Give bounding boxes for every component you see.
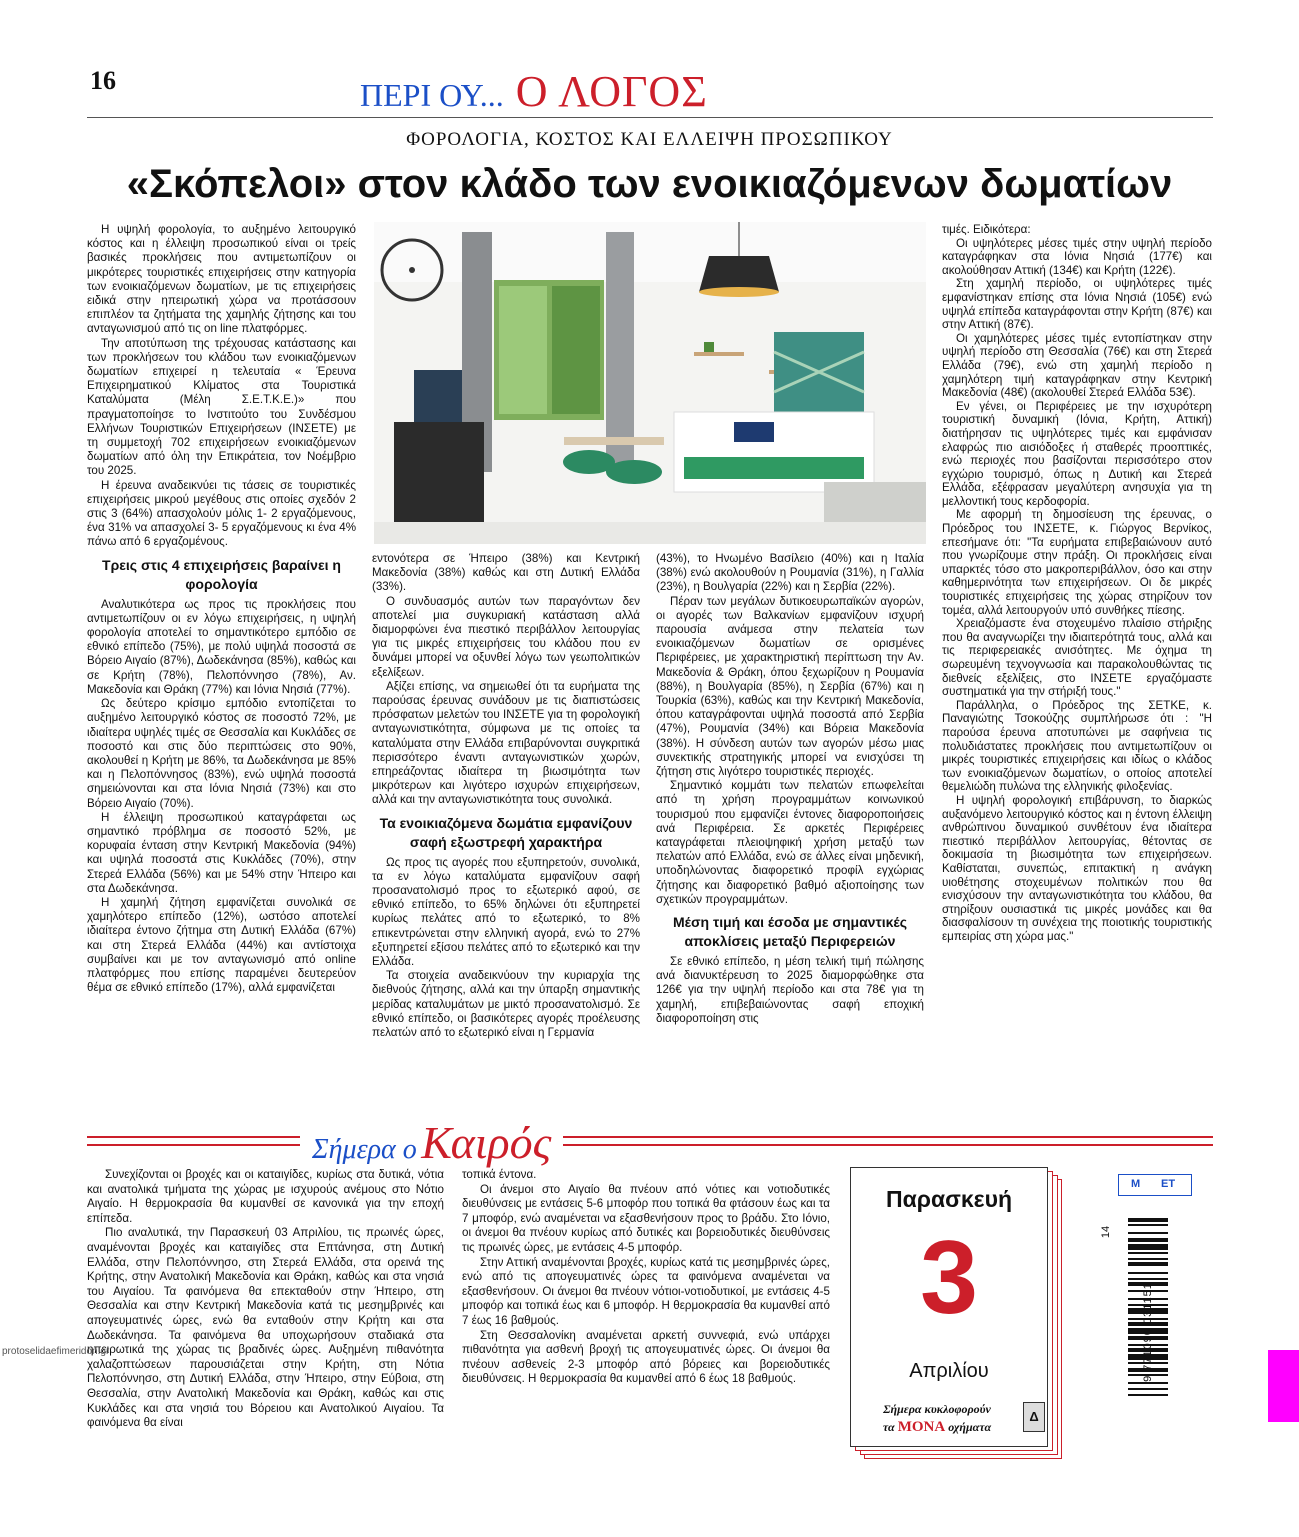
paragraph: Με αφορμή τη δημοσίευση της έρευνας, ο Πρόεδρος του ΙΝΣΕΤΕ, κ. Γιώργος Βερνίκος, επεσήμανε ότι: "Τα ευρήματα επιβεβαιώνουν αυτό που γνωρίζουμε στην πράξη. Οι προκλήσεις είναι υπαρκτές τόσο στο μακροπεριβάλλον, όσο και στην καθημερινότητα των επιχειρήσεων. Οι δε μικρές τουριστικές επιχειρήσεις της χώρας στηρίζουν τον τομέα, αλλά λειτουργούν υπό συνθήκες πίεσης.	[942, 508, 1212, 617]
weather-title-big: Καιρός	[421, 1117, 552, 1168]
paragraph: Στη χαμηλή περίοδο, οι υψηλότερες τιμές εμφανίστηκαν επίσης στα Ιόνια Νησιά (105€) ενώ υψηλά επίπεδα καταγράφονται στην Κρήτη (87€) και στην Αττική (87€).	[942, 277, 1212, 332]
weather-band	[87, 1128, 1213, 1156]
paragraph: Οι υψηλότερες μέσες τιμές στην υψηλή περίοδο καταγράφηκαν στα Ιόνια Νησιά (177€) και ακολούθησαν Αττική (134€) και Κρήτη (122€).	[942, 236, 1212, 277]
paragraph: Σημαντικό κομμάτι των πελατών επωφελείται από τη χρήση προγραμμάτων κοινωνικού τουρισμού που εμφανίζει έντονες διαφοροποιήσεις ανά Περιφέρεια. Σε αρκετές Περιφέρειες καταγράφεται πλειοψηφική χρήση μεταξύ των πελατών από Ελλάδα, ενώ σε άλλες είναι μηδενική, υποδηλώνοντας διαφορετικό προφίλ εγχώριας ζήτησης και διαφορετικό βαθμό αξιοποίησης των σχετικών προγραμμάτων.	[656, 779, 924, 906]
paragraph: Ως προς τις αγορές που εξυπηρετούν, συνολικά, τα εν λόγω καταλύματα εμφανίζουν σαφή προσανατολισμό προς το εξωτερικό αφού, σε εθνικό επίπεδο, το 65% δηλώνει ότι εξυπηρετεί κυρίως πελάτες από το εξωτερικό, το 8% επικεντρώνεται στην ελληνική αγορά, ενώ το 27% εξυπηρετεί εξίσου πελάτες από το εξωτερικό και την Ελλάδα.	[372, 855, 640, 969]
calendar-month: Απριλίου	[909, 1360, 989, 1382]
article-photo	[374, 222, 926, 544]
paragraph: Την αποτύπωση της τρέχουσας κατάστασης και των προκλήσεων του κλάδου των ενοικιαζόμενων δωματίων επιχειρεί η τελευταία « Έρευνα Επιχειρηματικού Κλίματος στα Τουριστικά Καταλύματα (Μέλη Σ.Ε.Τ.Κ.Ε.)» που πραγματοποίησε το Ινστιτούτο του Συνδέσμου Ελλήνων Τουριστικών Επιχειρήσεων (ΙΝΣΕΤΕ) με τη συμμετοχή 702 επιχειρήσεων ενοικιαζόμενων δωματίων από όλη την Επικράτεια, τον Νοέμβριο του 2025.	[87, 336, 356, 478]
paragraph: Πιο αναλυτικά, την Παρασκευή 03 Απριλίου, τις πρωινές ώρες, αναμένονται βροχές και καταιγίδες στα Επτάνησα, στη Δυτική Ελλάδα, στην Πελοπόννησο, στη Στερεά Ελλάδα, στα ορεινά της Κρήτης, στην Ανατολική Μακεδονία και Θράκη, καθώς και στα νησιά του Αιγαίου. Τα φαινόμενα θα επεκταθούν στην Ήπειρο, στη Θεσσαλία και στην Κεντρική Μακεδονία κατά τις μεσημβρινές και απογευματινές ώρες, ενώ θα ενταθούν στην Κρήτη και στα Δωδεκάνησα. Τα φαινόμενα θα υποχωρήσουν σταδιακά στα ηπειρωτικά της χώρας τις βραδινές ώρες. Αυξημένη πιθανότητα χαλαζοπτώσεων παρουσιάζεται στην Κρήτη, στη Νότια Πελοπόννησο, στη Δυτική Ελλάδα, στην Ήπειρο, στην Εύβοια, στη Θεσσαλία, στην Ανατολική Μακεδονία και Θράκη, καθώς και στις Κυκλάδες και στα νησιά του Βόρειου και Ανατολικού Αιγαίου. Τα φαινόμενα θα είναι	[87, 1226, 444, 1430]
room-photo-illustration	[374, 222, 926, 544]
paragraph: Χρειαζόμαστε ένα στοχευμένο πλαίσιο στήριξης που θα αναγνωρίζει την ιδιαιτερότητά τους, αλλά και τις περιφερειακές ανισότητες. Με όχημα τη σωρευμένη τεχνογνωσία και παρακολουθώντας τις διεθνείς εξελίξεις, στο ΙΝΣΕΤΕ εργαζόμαστε συστηματικά για την στήριξή τους."	[942, 617, 1212, 699]
calendar-box	[850, 1167, 1062, 1461]
article-column-4	[942, 223, 1212, 943]
calendar-note-pre: τα	[882, 1420, 895, 1434]
barcode-bar	[1128, 1258, 1168, 1260]
weather-column-1	[87, 1168, 444, 1431]
brand-right-text: Ο ΛΟΓΟΣ	[515, 67, 708, 116]
masthead-brand	[360, 66, 708, 117]
publisher-logo-right: ΕΤ	[1161, 1178, 1176, 1190]
calendar-page-front	[850, 1167, 1048, 1447]
calendar-note-emphasis: ΜΟΝΑ	[897, 1419, 946, 1435]
watermark: protoselidaefimeridon.gr	[2, 1346, 110, 1357]
paragraph: Στην Αττική αναμένονται βροχές, κυρίως κατά τις μεσημβρινές ώρες, ενώ από τις απογευματινές ώρες τα φαινόμενα αναμένεται να εξασθενήσουν. Οι άνεμοι θα πνέουν νότιοι-νοτιοδυτικοί, με εντάσεις 4-5 μποφόρ και τοπικά έως και 6 μποφόρ. Η θερμοκρασία θα κυμανθεί από 7 έως 16 βαθμούς.	[462, 1255, 830, 1327]
calendar-note-line1: Σήμερα κυκλοφορούν	[883, 1402, 991, 1416]
paragraph: Η υψηλή φορολογική επιβάρυνση, το διαρκώς αυξανόμενο λειτουργικό κόστος και η έντονη έλλειψη ανθρώπινου δυναμικού συνθέτουν ένα ιδιαίτερα πιεστικό περιβάλλον λειτουργίας, θέτοντας σε δοκιμασία τη βιωσιμότητα των επιχειρήσεων. Καθίσταται, συνεπώς, επιτακτική η ανάγκη υιοθέτησης στοχευμένων πολιτικών που θα ενισχύσουν την ανταγωνιστικότητα του κλάδου, θα στηρίξουν ουσιαστικά τις μικρές μονάδες και θα διασφαλίσουν τη συνέχεια της ποιοτικής τουριστικής εμπειρίας στη χώρα μας."	[942, 793, 1212, 943]
calendar-note-post: οχήματα	[948, 1420, 992, 1434]
weather-title-small: Σήμερα ο	[312, 1134, 417, 1165]
paragraph: Η χαμηλή ζήτηση εμφανίζεται συνολικά σε χαμηλότερο επίπεδο (12%), ωστόσο αποτελεί ιδιαίτερα έντονο ζήτημα στη Δυτική Ελλάδα (67%) και στη Στερεά Ελλάδα (44%) και αντίστοιχα συμβαίνει και με τον ανταγωνισμό από online πλατφόρμες που επίσης παραμένει δευτερεύον θέμα σε εθνικό επίπεδο (17%), αλλά εμφανίζεται	[87, 895, 356, 995]
paragraph: Στη Θεσσαλονίκη αναμένεται αρκετή συννεφιά, ενώ υπάρχει πιθανότητα για ασθενή βροχή τις απογευματινές ώρες. Οι άνεμοι θα πνέουν ασθενείς 2-3 μποφόρ από βόρειες και βορειοδυτικές διευθύνσεις. Η θερμοκρασία θα κυμανθεί από 6 έως 18 βαθμούς.	[462, 1328, 830, 1386]
plate-letter-badge: Δ	[1023, 1402, 1045, 1432]
paragraph: εντονότερα σε Ήπειρο (38%) και Κεντρική Μακεδονία (38%) καθώς και στη Δυτική Ελλάδα (33%).	[372, 552, 640, 594]
page-number: 16	[90, 66, 116, 95]
subheading: Τα ενοικιαζόμενα δωμάτια εμφανίζουν σαφή εξωστρεφή χαρακτήρα	[379, 814, 633, 850]
paragraph: Η έλλειψη προσωπικού καταγράφεται ως σημαντικό πρόβλημα σε ποσοστό 52%, με κορυφαία ένταση στην Κεντρική Μακεδονία (94%) και υψηλά ποσοστά στις Κυκλάδες (70%), στην Στερεά Ελλάδα (56%) και με 54% στην Ήπειρο και στα Δωδεκάνησα.	[87, 810, 356, 895]
article-kicker: ΦΟΡΟΛΟΓΙΑ, ΚΟΣΤΟΣ ΚΑΙ ΕΛΛΕΙΨΗ ΠΡΟΣΩΠΙΚΟΥ	[406, 129, 893, 150]
calendar-note-line2	[854, 1418, 1020, 1436]
paragraph: (43%), το Ηνωμένο Βασίλειο (40%) και η Ιταλία (38%) ενώ ακολουθούν η Ρουμανία (31%), η Γαλλία (23%), η Βουλγαρία (22%) και η Σερβία (22%).	[656, 552, 924, 594]
paragraph: Σε εθνικό επίπεδο, η μέση τελική τιμή πώλησης ανά διανυκτέρευση το 2025 διαμορφώθηκε στα 126€ για την υψηλή περίοδο και στα 78€ για τη χαμηλή, επιβεβαιώνοντας σαφή εποχική διαφοροποίηση στις	[656, 955, 924, 1025]
paragraph: Εν γένει, οι Περιφέρειες με την ισχυρότερη τουριστική δυναμική (Ιόνια, Κρήτη, Αττική) διατήρησαν τις υψηλότερες τιμές και εμφάνισαν ελαφρώς πιο αισιόδοξες ή σταθερές προοπτικές, ενώ περιοχές που βασίζονται περισσότερο στον εγχώριο τουρισμό, όπως η Δυτική και Στερεά Ελλάδα, εξέφρασαν μεγαλύτερη ανησυχία για τη μελλοντική τους κερδοφορία.	[942, 399, 1212, 508]
barcode-area	[1100, 1166, 1188, 1466]
barcode-bar	[1128, 1232, 1168, 1234]
weather-band-lines	[87, 1136, 1213, 1146]
issue-number: 14	[1100, 1225, 1113, 1239]
paragraph: Παράλληλα, ο Πρόεδρος της ΣΕΤΚΕ, κ. Παναγιώτης Τσοκούζης συμπλήρωσε ότι : "Η παρούσα έρευνα αποτυπώνει με σαφήνεια τις πολυδιάστατες προκλήσεις που αντιμετωπίζουν οι μικρές τουριστικές επιχειρήσεις και ιδίως ο κλάδος των ενοικιαζόμενων δωματίων, ο οποίος αποτελεί θεμελιώδη πυλώνα της ελληνικής φιλοξενίας.	[942, 698, 1212, 794]
barcode-bar	[1128, 1244, 1168, 1250]
paragraph: Πέραν των μεγάλων δυτικοευρωπαϊκών αγορών, οι αγορές των Βαλκανίων εμφανίζουν ισχυρή παρουσία ανάμεσα στην πελατεία των ενοικιαζόμενων δωματίων σε ορισμένες Περιφέρειες, με χαρακτηριστική περίπτωση την Αν. Μακεδονία & Θράκη, όπου ξεχωρίζουν η Ρουμανία (88%), η Βουλγαρία (85%), η Σερβία (67%) και η Τουρκία (63%), καθώς και την Κεντρική Μακεδονία, όπου καταγράφονται υψηλά ποσοστά από Σερβία (47%), Ρουμανία (34%) και Βόρεια Μακεδονία (38%). Η σύνδεση αυτών των αγορών μέσω μιας συνεκτικής στρατηγικής μπορεί να ενισχύσει τη ζήτηση στις λιγότερο τουριστικές περιοχές.	[656, 594, 924, 779]
calendar-weekday: Παρασκευή	[885, 1186, 1013, 1212]
paragraph: Οι χαμηλότερες μέσες τιμές εντοπίστηκαν στην υψηλή περίοδο στη Θεσσαλία (76€) και στη Στερεά Ελλάδα (79€), ενώ στη χαμηλή περίοδο η χαμηλότερη τιμή καταγράφηκαν στην Κεντρική Μακεδονία (48€) (ακολουθεί Στερεά Ελλάδα 53€).	[942, 331, 1212, 400]
barcode-bar	[1128, 1238, 1168, 1242]
brand-left-text: ΠΕΡΙ ΟΥ...	[360, 77, 504, 113]
article-column-1	[87, 223, 356, 995]
article-column-2	[372, 552, 640, 1040]
paragraph: Τα στοιχεία αναδεικνύουν την κυριαρχία της διεθνούς ζήτησης, αλλά και την ύπαρξη σημαντικής μερίδας καταλυμάτων με μικτό προσανατολισμό. Σε εθνικό επίπεδο, οι βασικότερες αγορές προέλευσης πελατών από το εξωτερικό είναι η Γερμανία	[372, 969, 640, 1040]
article-headline: «Σκόπελοι» στον κλάδο των ενοικιαζόμενων δωματίων	[126, 162, 1173, 206]
weather-column-2	[462, 1168, 830, 1387]
weather-title	[300, 1116, 563, 1169]
paragraph: τοπικά έντονα.	[462, 1168, 537, 1181]
publisher-logo	[1118, 1174, 1192, 1196]
header-rule	[87, 117, 1213, 118]
paragraph: Η υψηλή φορολογία, το αυξημένο λειτουργικό κόστος και η έλλειψη προσωπικού είναι οι τρείς βασικές προκλήσεις που αντιμετωπίζουν οι μικρότερες τουριστικές επιχειρήσεις στην κατηγορία των ενοικιαζόμενων δωματίων, με τις επιχειρήσεις ειδικά στην ηπειρωτική χώρα να προτάσσουν επιπλέον τα ζητήματα της χαμηλής ζήτησης και του ανταγωνισμού από τις on line πλατφόρμες.	[87, 223, 356, 336]
paragraph: Οι άνεμοι στο Αιγαίο θα πνέουν από νότιες και νοτιοδυτικές διευθύνσεις με εντάσεις 5-6 μποφόρ που τοπικά θα φτάσουν έως και τα 7 μποφόρ, ενώ αναμένεται να εξασθενήσουν προς το βράδυ. Στο Ιόνιο, οι άνεμοι θα πνέουν κυρίως από δυτικές και βορειοδυτικές διευθύνσεις τις πρωινές ώρες, με εντάσεις 4-5 μποφόρ.	[462, 1182, 830, 1254]
article-column-3	[656, 552, 924, 1026]
paragraph: Συνεχίζονται οι βροχές και οι καταιγίδες, κυρίως στα δυτικά, νότια και ανατολικά τμήματα της χώρας με ισχυρούς ανέμους στο Νότιο Αιγαίο. Η θερμοκρασία θα κυμανθεί σε κανονικά για την εποχή επίπεδα.	[87, 1168, 444, 1225]
paragraph: Αξίζει επίσης, να σημειωθεί ότι τα ευρήματα της παρούσας έρευνας συνάδουν με τις διαπιστώσεις πρόσφατων μελετών του ΙΝΣΕΤΕ για τη φορολογική ανταγωνιστικότητα, σύμφωνα με τις οποίες τα καταλύματα στην Ελλάδα επιβαρύνονται συγκριτικά περισσότερο έναντι ανταγωνιστικών χωρών, επηρεάζοντας ιδιαίτερα τη βιωσιμότητα των μικρότερων και λιγότερο ισχυρών επιχειρήσεων, αλλά και την ανταγωνιστικότητα τους συνολικά.	[372, 679, 640, 807]
calendar-day: 3	[920, 1220, 978, 1336]
paragraph: Ο συνδυασμός αυτών των παραγόντων δεν αποτελεί μια συγκυριακή κατάσταση αλλά διαμορφώνει ένα πιεστικό περιβάλλον λειτουργίας για τις μικρές επιχειρήσεις του κλάδου που εν δυνάμει μπορεί να οξυνθεί λόγω των γεωπολιτικών εξελίξεων.	[372, 594, 640, 679]
paragraph: τιμές. Ειδικότερα:	[942, 223, 1031, 236]
magenta-print-mark	[1268, 1350, 1299, 1422]
subheading: Μέση τιμή και έσοδα με σημαντικές αποκλίσεις μεταξύ Περιφερειών	[672, 914, 908, 950]
calendar-note	[854, 1400, 1020, 1436]
barcode-bar	[1128, 1224, 1168, 1226]
publisher-logo-left: Μ	[1131, 1178, 1141, 1190]
paragraph: Η έρευνα αναδεικνύει τις τάσεις σε τουριστικές επιχειρήσεις μικρού μεγέθους στις οποίες σχεδόν 2 στις 3 (64%) απασχολούν μόλις 1- 2 εργαζόμενους, ένα 31% να απασχολεί 3- 5 εργαζόμενους κι ένα 4% πάνω από 6 εργαζομένους.	[87, 478, 356, 549]
barcode-digits: 9 771090 031151	[1142, 1282, 1154, 1382]
subheading: Τρεις στις 4 επιχειρήσεις βαραίνει η φορολογία	[102, 556, 341, 592]
barcode-bar	[1128, 1218, 1168, 1222]
paragraph: Αναλυτικότερα ως προς τις προκλήσεις που αντιμετωπίζουν οι εν λόγω επιχειρήσεις, η υψηλή φορολογία αποτελεί το σημαντικότερο εμπόδιο σε εθνικό επίπεδο (75%), με πολύ υψηλά ποσοστά σε Βόρειο Αιγαίο (87%), Δωδεκάνησα (85%), καθώς και σε Κρήτη (78%), Πελοπόννησο (78%), Αν. Μακεδονία και Θράκη (77%) και Ιόνια Νησιά (77%).	[87, 597, 356, 696]
paragraph: Ως δεύτερο κρίσιμο εμπόδιο εντοπίζεται το αυξημένο λειτουργικό κόστος σε ποσοστό 72%, με ιδιαίτερα υψηλές τιμές σε Θεσσαλία και Κυκλάδες σε ποσοστό και στις δύο περιπτώσεις στο 90%, ακολουθεί η Κρήτη με 86%, τα Δωδεκάνησα με 85% και η Πελοπόννησος (83%), ενώ υψηλά ποσοστά σημειώνονται και στα Ιόνια Νησιά (73%) και στο Βόρειο Αιγαίο (70%).	[87, 697, 356, 810]
barcode-bar	[1128, 1252, 1168, 1254]
